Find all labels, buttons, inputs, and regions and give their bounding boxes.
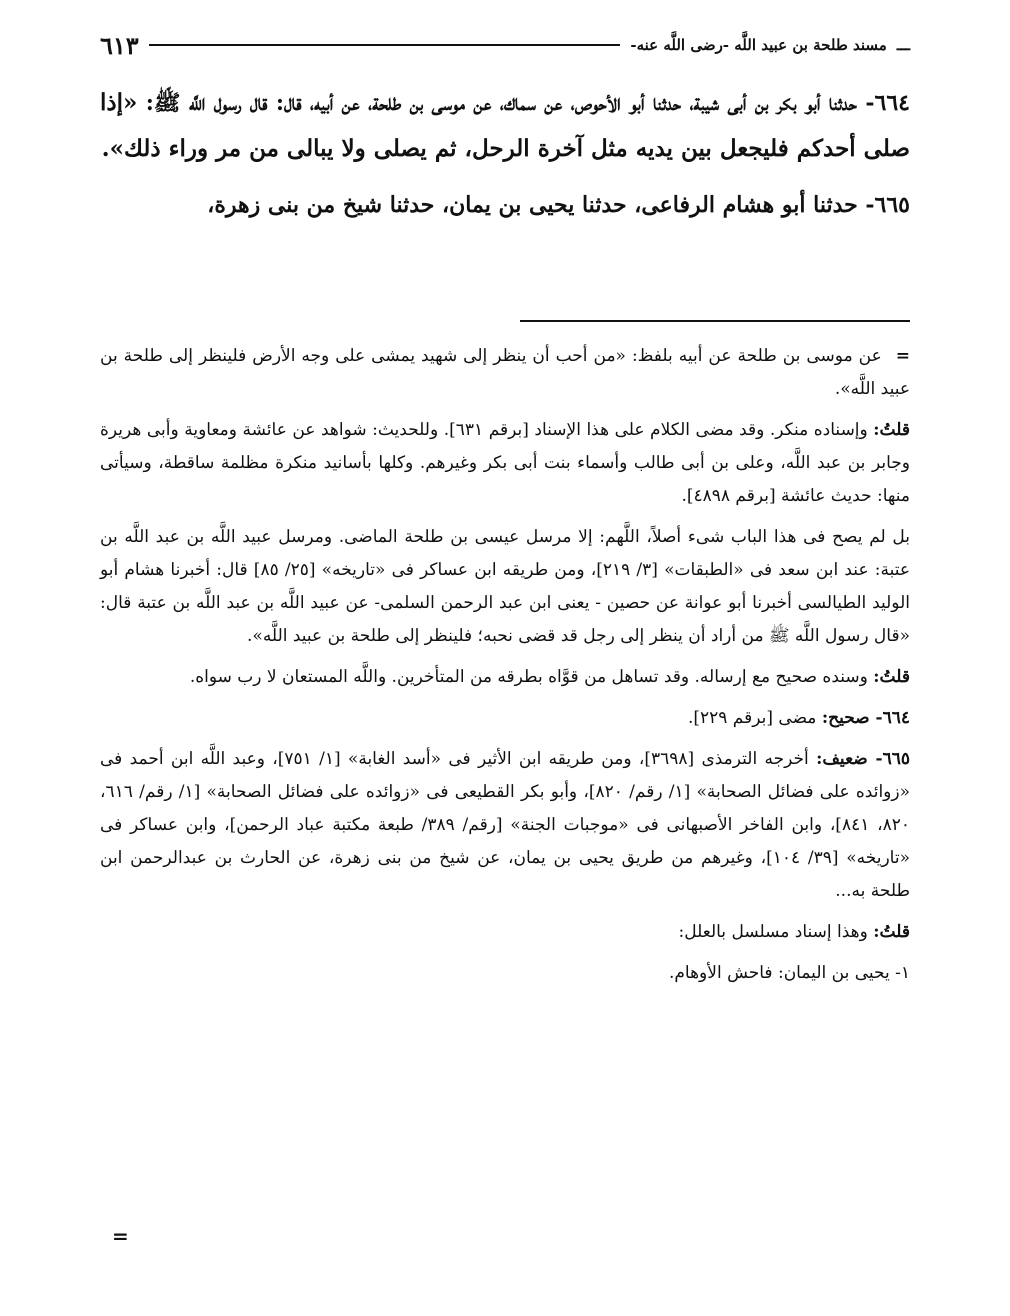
note-lead: قلتُ: <box>873 922 910 942</box>
continuation-end-mark: = <box>112 1224 129 1248</box>
note-text: وهذا إسناد مسلسل بالعلل: <box>678 922 868 942</box>
note-lead: قلتُ: <box>873 420 911 440</box>
footnote-separator <box>520 320 910 322</box>
note-text: وإسناده منكر. وقد مضى الكلام على هذا الإسناد [برقم ٦٣١]. وللحديث: شواهد عن عائشة ومعاوية وأبى هريرة وجابر بن عبد اللَّه، وعلى بن أبى طالب وأسماء بنت أبى بكر وغيرهم. وكلها بأسانيد منكرة مظلمة ساقطة، وسيأتى منها: حديث عائشة [برقم ٤٨٩٨]. <box>100 420 910 506</box>
note-text: أخرجه الترمذى [٣٦٩٨]، ومن طريقه ابن الأثير فى «أسد الغابة» [١/ ٧٥١]، وعبد اللَّه ابن أحمد فى «زوائده على فضائل الصحابة» [١/ رقم/ ٨٢٠]، وأبو بكر القطيعى فى «زوائده على فضائل الصحابة» [١/ رقم/ ٦١٦، ٨٢٠، ٨٤١]، وابن الفاخر الأصبهانى فى «موجبات الجنة» [رقم/ ٣٨٩/ طبعة مكتبة عباد الرحمن]، وابن عساكر فى «تاريخه» [٣٩/ ١٠٤]، وغيرهم من طريق يحيى بن يمان، عن شيخ من بنى زهرة، عن الحارث بن عبدالرحمن ابن طلحة به... <box>100 749 910 901</box>
hadith-665 <box>100 182 910 228</box>
note-paragraph <box>100 743 910 908</box>
header-dash: ـــ <box>896 36 910 54</box>
header-rule <box>149 44 621 46</box>
header-title: مسند طلحة بن عبيد اللَّه -رضى اللَّه عنه- <box>630 36 887 54</box>
hadith-isnad: حدثنا أبو هشام الرفاعى، حدثنا يحيى بن يمان، حدثنا شيخ من بنى زهرة، <box>207 192 858 218</box>
main-text <box>100 80 910 238</box>
note-paragraph <box>100 340 910 406</box>
continuation-mark: = <box>895 346 911 366</box>
note-paragraph <box>100 916 910 949</box>
footnotes <box>100 340 910 998</box>
hadith-matn: «إذا صلى أحدكم فليجعل بين يديه مثل آخرة الرحل، ثم يصلى ولا يبالى من مر وراء ذلك». <box>100 89 910 162</box>
hadith-number: ٦٦٥- <box>865 192 910 218</box>
note-paragraph <box>100 414 910 513</box>
page-number: ٦١٣ <box>100 30 139 60</box>
note-text: عن موسى بن طلحة عن أبيه بلفظ: «من أحب أن ينظر إلى شهيد يمشى على وجه الأرض فلينظر إلى طلحة بن عبيد اللَّه». <box>100 346 910 399</box>
note-lead: ٦٦٥- ضعيف: <box>816 749 910 769</box>
note-lead: ٦٦٤- صحيح: <box>821 708 910 728</box>
hadith-number: ٦٦٤- <box>865 90 910 116</box>
note-paragraph <box>100 661 910 694</box>
hadith-isnad: حدثنا أبو بكر بن أبى شيبة، حدثنا أبو الأحوص، عن سماك، عن موسى بن طلحة، عن أبيه، قال: قال رسول اللَّه ﷺ: <box>145 90 857 116</box>
running-header <box>100 28 910 62</box>
note-lead: قلتُ: <box>873 667 910 687</box>
note-paragraph <box>100 957 910 990</box>
note-text: بل لم يصح فى هذا الباب شىء أصلاً، اللَّهم: إلا مرسل عيسى بن طلحة الماضى. ومرسل عبيد اللَّه بن عبد اللَّه بن عتبة: عند ابن سعد فى «الطبقات» [٣/ ٢١٩]، ومن طريقه ابن عساكر فى «تاريخه» [٢٥/ ٨٥] قال: أخبرنا هشام أبو الوليد الطيالسى أخبرنا أبو عوانة عن حصين - يعنى ابن عبد الرحمن السلمى- عن عبيد اللَّه بن عبد اللَّه بن عتبة قال: «قال رسول اللَّه ﷺ من أراد أن ينظر إلى رجل قد قضى نحبه؛ فلينظر إلى طلحة بن عبيد اللَّه». <box>100 527 910 646</box>
note-paragraph <box>100 702 910 735</box>
hadith-664 <box>100 80 910 172</box>
note-text: ١- يحيى بن اليمان: فاحش الأوهام. <box>668 963 910 983</box>
note-paragraph <box>100 521 910 653</box>
note-text: مضى [برقم ٢٢٩]. <box>687 708 817 728</box>
note-text: وسنده صحيح مع إرساله. وقد تساهل من قوَّاه بطرقه من المتأخرين. واللَّه المستعان لا رب سواه. <box>189 667 868 687</box>
